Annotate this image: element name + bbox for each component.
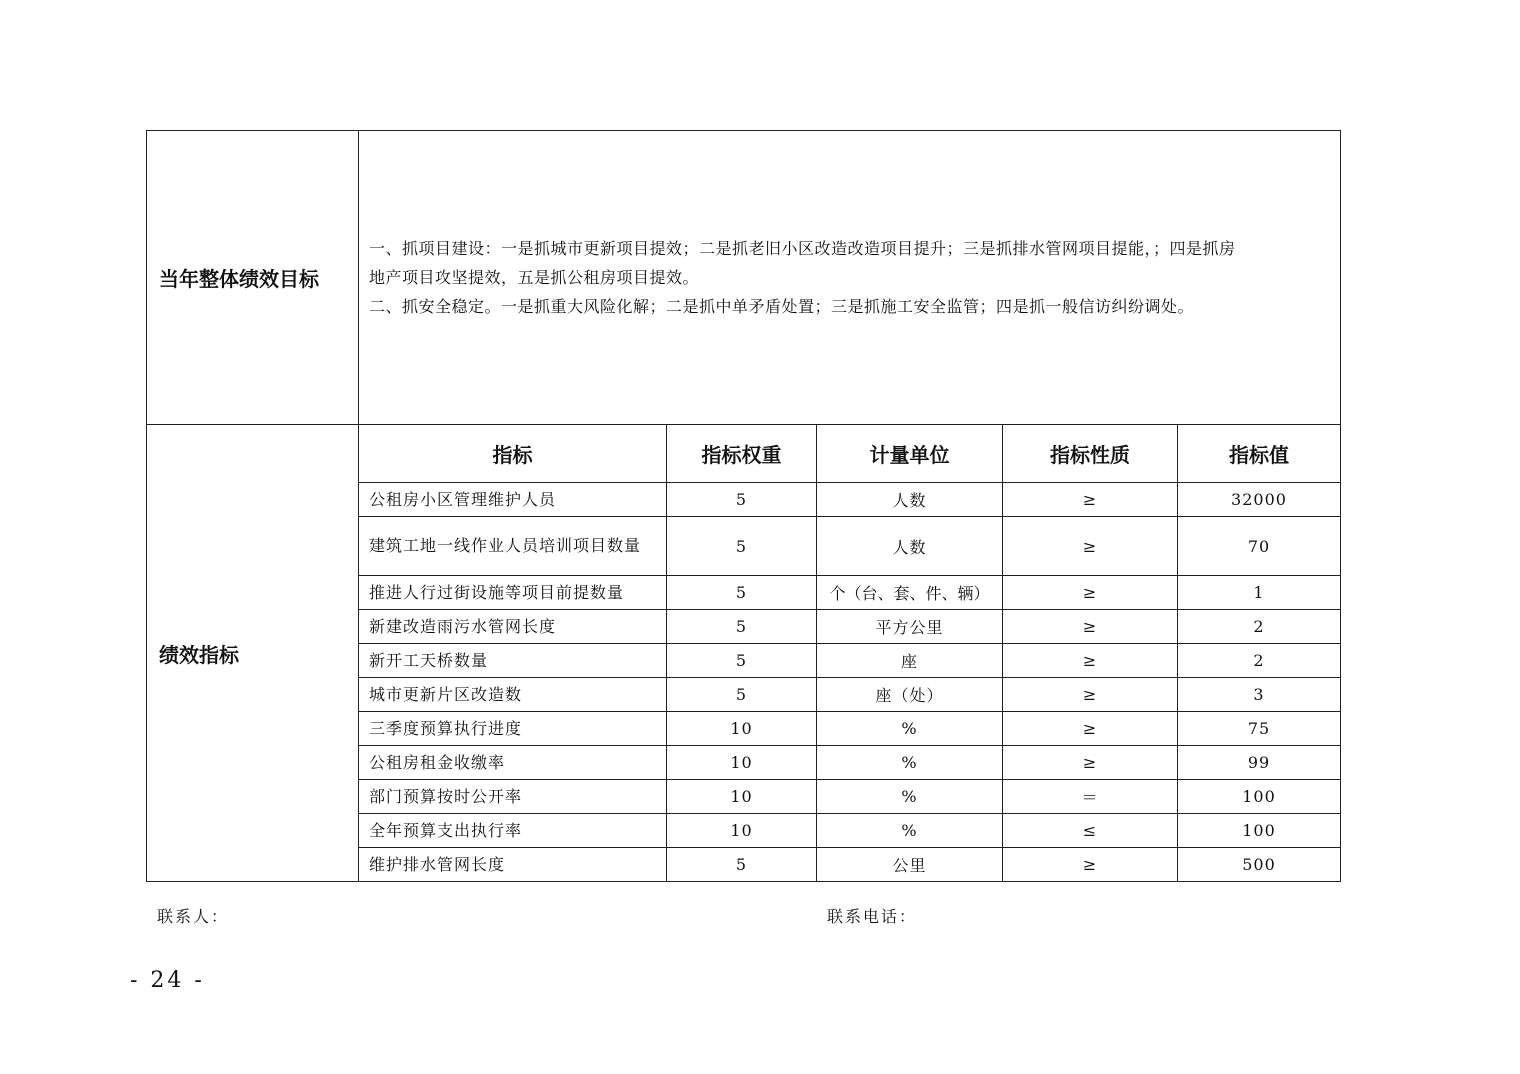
indicator-weight: 5: [667, 678, 817, 712]
page-number: - 24 -: [130, 968, 205, 993]
indicator-weight: 5: [667, 848, 817, 882]
goal-line: 一、抓项目建设：一是抓城市更新项目提效；二是抓老旧小区改造改造项目提升；三是抓排水管网项目提能，；四是抓房: [369, 239, 1236, 258]
indicator-unit: 人数: [817, 517, 1003, 576]
indicator-name: 全年预算支出执行率: [359, 814, 667, 848]
header-unit: 计量单位: [817, 425, 1003, 483]
indicator-name: 公租房小区管理维护人员: [359, 483, 667, 517]
indicator-value: 1: [1178, 576, 1341, 610]
indicator-name: 新建改造雨污水管网长度: [359, 610, 667, 644]
indicator-weight: 5: [667, 576, 817, 610]
indicator-value: 75: [1178, 712, 1341, 746]
indicator-name: 城市更新片区改造数: [359, 678, 667, 712]
indicator-nature: ≤: [1003, 814, 1178, 848]
indicator-value: 100: [1178, 814, 1341, 848]
indicator-value: 2: [1178, 644, 1341, 678]
indicator-value: 3: [1178, 678, 1341, 712]
indicator-nature: ≥: [1003, 678, 1178, 712]
indicator-weight: 5: [667, 644, 817, 678]
goal-row: [147, 131, 1341, 425]
indicator-weight: 10: [667, 780, 817, 814]
indicator-value: 99: [1178, 746, 1341, 780]
indicator-unit: 公里: [817, 848, 1003, 882]
indicator-value: 2: [1178, 610, 1341, 644]
indicator-unit: 座（处）: [817, 678, 1003, 712]
indicator-nature: ≥: [1003, 712, 1178, 746]
header-weight: 指标权重: [667, 425, 817, 483]
indicator-nature: ≥: [1003, 483, 1178, 517]
indicator-unit: %: [817, 746, 1003, 780]
goal-text: [359, 131, 1341, 425]
indicator-weight: 10: [667, 746, 817, 780]
indicator-name: 公租房租金收缴率: [359, 746, 667, 780]
indicator-header-row: [147, 425, 1341, 483]
indicator-unit: %: [817, 712, 1003, 746]
indicator-unit: 座: [817, 644, 1003, 678]
indicator-unit: %: [817, 780, 1003, 814]
indicator-unit: %: [817, 814, 1003, 848]
performance-table: [146, 130, 1341, 882]
indicator-nature: ＝: [1003, 780, 1178, 814]
goal-label: 当年整体绩效目标: [147, 131, 359, 425]
indicator-value: 500: [1178, 848, 1341, 882]
indicator-nature: ≥: [1003, 746, 1178, 780]
indicator-weight: 10: [667, 712, 817, 746]
indicator-name: 部门预算按时公开率: [359, 780, 667, 814]
indicator-weight: 10: [667, 814, 817, 848]
header-value: 指标值: [1178, 425, 1341, 483]
indicator-nature: ≥: [1003, 644, 1178, 678]
indicator-name: 三季度预算执行进度: [359, 712, 667, 746]
indicator-weight: 5: [667, 483, 817, 517]
phone-label: 联系电话：: [827, 907, 918, 926]
goal-line: 地产项目攻坚提效，五是抓公租房项目提效。: [369, 268, 700, 287]
indicator-nature: ≥: [1003, 517, 1178, 576]
indicator-name: 建筑工地一线作业人员培训项目数量: [359, 517, 667, 576]
goal-line: 二、抓安全稳定。一是抓重大风险化解；二是抓中单矛盾处置；三是抓施工安全监管；四是抓一般信访纠纷调处。: [369, 297, 1195, 316]
header-indicator: 指标: [359, 425, 667, 483]
indicator-value: 32000: [1178, 483, 1341, 517]
indicator-nature: ≥: [1003, 576, 1178, 610]
indicator-nature: ≥: [1003, 610, 1178, 644]
indicator-unit: 人数: [817, 483, 1003, 517]
indicator-weight: 5: [667, 610, 817, 644]
indicator-label: 绩效指标: [147, 425, 359, 882]
indicator-name: 维护排水管网长度: [359, 848, 667, 882]
indicator-name: 推进人行过街设施等项目前提数量: [359, 576, 667, 610]
indicator-unit: 平方公里: [817, 610, 1003, 644]
indicator-value: 100: [1178, 780, 1341, 814]
indicator-name: 新开工天桥数量: [359, 644, 667, 678]
indicator-nature: ≥: [1003, 848, 1178, 882]
indicator-unit: 个（台、套、件、辆）: [817, 576, 1003, 610]
indicator-value: 70: [1178, 517, 1341, 576]
indicator-weight: 5: [667, 517, 817, 576]
header-nature: 指标性质: [1003, 425, 1178, 483]
contact-label: 联系人：: [157, 907, 230, 926]
